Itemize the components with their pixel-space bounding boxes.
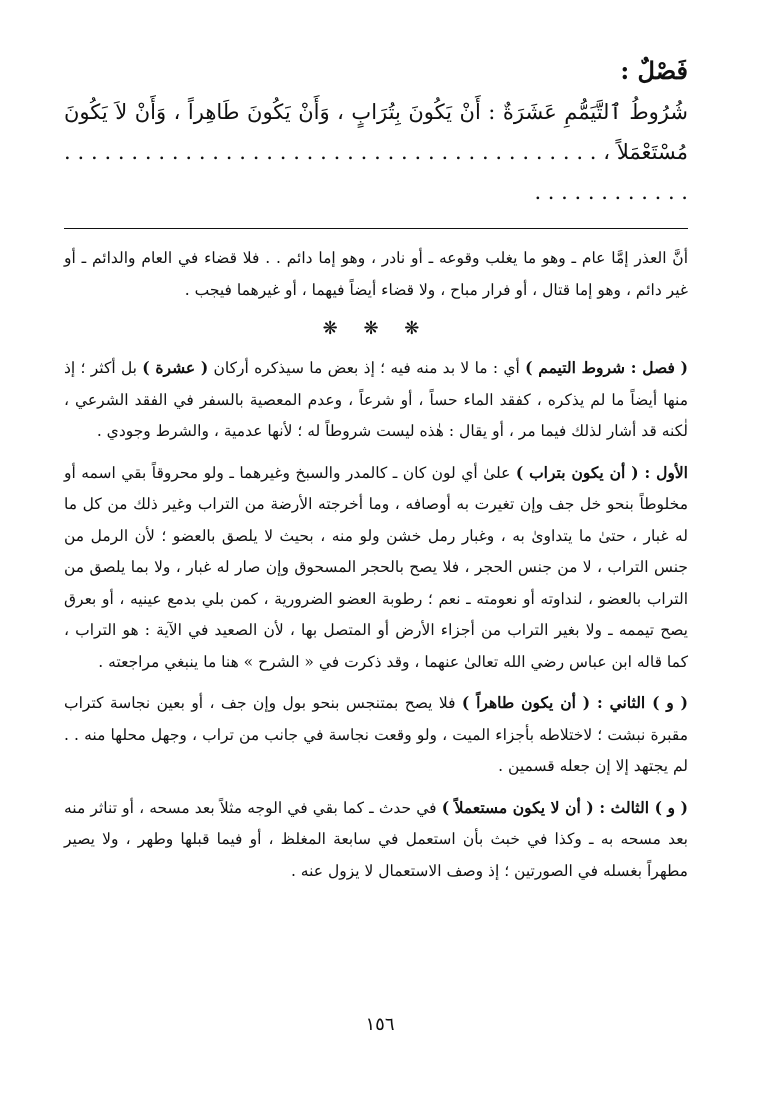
section-separator: ❋ ❋ ❋ <box>322 318 430 339</box>
p1-label2: ( عشرة ) <box>142 358 209 377</box>
commentary-paragraph-3 <box>64 687 688 783</box>
commentary-paragraph-4 <box>64 792 688 888</box>
page-body <box>64 52 688 887</box>
p2-label: الأول : ( أن يكون بتراب ) <box>515 462 688 482</box>
matn-text: شُرُوطُ ٱلتَّيَمُّمِ عَشَرَةٌ : أَنْ يَكُونَ بِتُرَابٍ ، وَأَنْ يَكُونَ طَاهِراً ، وَأَنْ لاَ يَكُونَ مُسْتَعْمَلاً ، . . . . . . . . . . . . . . . . . . . . . . . . . . . . . . . . . . . . . . . . . . . . . . . . . . . . <box>64 100 688 204</box>
p1-text1: أي : ما لا بد منه فيه ؛ إذ بعض ما سيذكره أركان <box>208 359 526 377</box>
footnote-text: أنَّ العذر إمَّا عام ـ وهو ما يغلب وقوعه ـ أو نادر ، وهو إما دائم . . فلا قضاء في العام والدائم ـ أو غير دائم ، وهو إما قتال ، أو فرار مباح ، ولا قضاء أيضاً فيهما ، أو غيرهما فيجب . <box>64 249 688 299</box>
page-number: ١٥٦ <box>365 1014 395 1035</box>
p2-text: علىٰ أي لون كان ـ كالمدر والسبخ وغيرهما ـ ولو محروقاً بقي اسمه أو مخلوطاً بنحو خل جف وإن تغيرت به أوصافه ، وما أخرجته الأرضة من التراب وغير ذلك من كل ما له غبار ، حتىٰ ما يتداوىٰ به ، وغبار رمل خشن ولو منه ، بحيث لا يلصق بالعضو ؛ لأن الرمل من جنس التراب ، لا من جنس الحجر ، فلا يصح بالحجر المسحوق وإن صار له غبار ، ولا بما يلصق من التراب بالعضو ، لنداوته أو نعومته ـ نعم ؛ رطوبة العضو الضرورية ، كمن بلي بدمع عينيه ، أو بعرق يصح تيممه ـ ولا بغير التراب من أجزاء الأرض أو المتصل بها ، لأن الصعيد في الآية : هو التراب ، كما قاله ابن عباس رضي الله تعالىٰ عنهما ، وقد ذكرت في « الشرح » هنا ما ينبغي مراجعته . <box>64 463 688 671</box>
p4-label: ( و ) الثالث : ( أن لا يكون مستعملاً ) <box>441 797 688 817</box>
section-heading: فَصْلٌ : <box>620 56 688 85</box>
p3-label: ( و ) الثاني : ( أن يكون طاهراً ) <box>461 693 688 712</box>
p1-label: ( فصل : شروط التيمم ) <box>525 358 688 377</box>
commentary-paragraph-2 <box>64 457 688 679</box>
p4-text: في حدث ـ كما بقي في الوجه مثلاً بعد مسحه ، أو تناثر منه بعد مسحه به ـ وكذا في خبث بأن استعمل في سابعة المغلظ ، أو فيما قبلها وطهر ، ولا يصير مطهراً بغسله في الصورتين ؛ إذ وصف الاستعمال لا يزول عنه . <box>64 798 688 880</box>
p1-text2: بل أكثر ؛ إذ منها أيضاً ما لم يذكره ، كفقد الماء حساً ، أو شرعاً ، وعدم المعصية بالسفر في الفقد الشرعي ، لٰكنه قد أشار لذلك فيما مر ، أو يقال : هٰذه ليست شروطاً له ؛ لأنها عدمية ، والشرط وجودي . <box>64 359 688 440</box>
commentary-paragraph-1 <box>64 352 688 448</box>
footnote-divider <box>64 228 688 229</box>
p3-text: فلا يصح بمتنجس بنحو بول وإن جف ، أو بعين نجاسة كتراب مقبرة نبشت ؛ لاختلاطه بأجزاء الميت ، ولو وقعت نجاسة في جانب من تراب ، وجهل محلها منه . . لم يجتهد إلا إن جعله قسمين . <box>64 694 688 775</box>
